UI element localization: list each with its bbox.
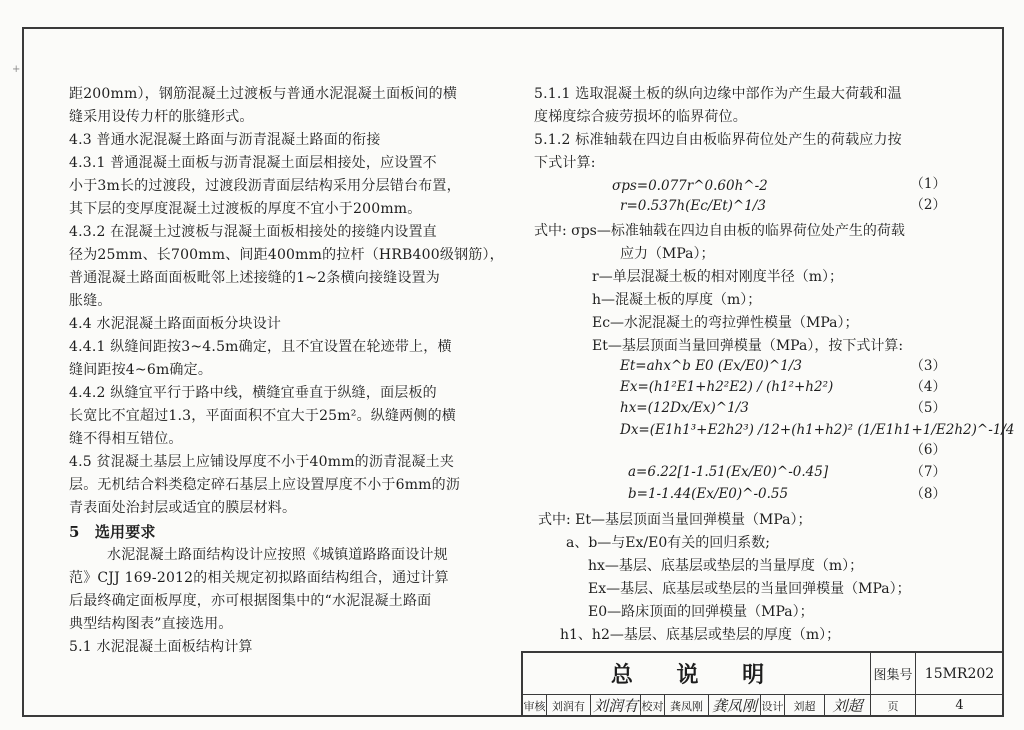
text-line: 长宽比不宜超过1.3，平面面积不宜大于25m²。纵缝两侧的横 xyxy=(69,408,456,424)
margin-mark: + xyxy=(12,64,21,75)
review-label: 审核 xyxy=(523,695,547,717)
section-heading: 5 选用要求 xyxy=(69,523,156,541)
atlas-label-cell: 图集号 xyxy=(871,653,916,695)
equation-number: （6） xyxy=(910,442,946,458)
equation-number: （5） xyxy=(910,400,946,416)
equation-number: （8） xyxy=(910,486,946,502)
text-line: 缝不得相互错位。 xyxy=(69,431,183,447)
equation-number: （7） xyxy=(910,464,946,480)
text-line: 4.4.2 纵缝宜平行于路中线，横缝宜垂直于纵缝，面层板的 xyxy=(69,385,437,401)
text-line: 青表面处治封层或适宜的膜层材料。 xyxy=(69,500,297,516)
title-block xyxy=(521,651,1004,717)
equation-number: （3） xyxy=(910,358,946,374)
definition-line: Et—基层顶面当量回弹模量（MPa），按下式计算: xyxy=(592,338,904,354)
definition-line: h—混凝土板的厚度（m）； xyxy=(592,292,762,308)
equation-1: σps=0.077r^0.60h^-2 xyxy=(612,178,768,194)
text-line: 典型结构图表”直接选用。 xyxy=(69,616,233,632)
definition-line: hx—基层、底基层或垫层的当量厚度（m）； xyxy=(588,558,864,574)
definition-line: a、b—与Ex/E0有关的回归系数; xyxy=(566,535,770,551)
drawing-title: 总 说 明 xyxy=(610,663,783,688)
definition-line: Ex—基层、底基层或垫层的当量回弹模量（MPa）； xyxy=(588,581,911,597)
title-cell xyxy=(523,653,871,695)
definition-line: 式中: Et—基层顶面当量回弹模量（MPa）； xyxy=(538,512,812,528)
text-line: 缝采用设传力杆的胀缝形式。 xyxy=(69,109,254,125)
reviewer-name: 刘润有 xyxy=(547,695,591,717)
equation-2: r=0.537h(Ec/Et)^1/3 xyxy=(620,198,766,214)
text-line: 层。无机结合料类稳定碎石基层上应设置厚度不小于6mm的沥 xyxy=(69,477,461,493)
page-number: 4 xyxy=(916,695,1004,717)
text-line: 范》CJJ 169-2012的相关规定初拟路面结构组合，通过计算 xyxy=(69,570,449,586)
definition-line: r—单层混凝土板的相对刚度半径（m）； xyxy=(592,269,843,285)
reviewer-signature: 刘润有 xyxy=(591,695,641,717)
text-line: 4.3.1 普通混凝土面板与沥青混凝土面层相接处，应设置不 xyxy=(69,155,437,171)
definition-line: 式中: σps—标准轴载在四边自由板的临界荷位处产生的荷载 xyxy=(534,223,905,239)
equation-number: （2） xyxy=(910,197,946,213)
design-label: 设计 xyxy=(761,695,785,717)
text-line: 下式计算: xyxy=(534,155,596,171)
text-line: 5.1.2 标准轴载在四边自由板临界荷位处产生的荷载应力按 xyxy=(534,132,902,148)
text-line: 水泥混凝土路面结构设计应按照《城镇道路路面设计规 xyxy=(107,547,448,563)
equation-8: b=1-1.44(Ex/E0)^-0.55 xyxy=(628,486,789,502)
definition-line: 应力（MPa）； xyxy=(620,246,715,262)
designer-name: 刘超 xyxy=(785,695,825,717)
text-line: 后最终确定面板厚度，亦可根据图集中的“水泥混凝土路面 xyxy=(69,593,432,609)
equation-number: （1） xyxy=(910,176,946,192)
text-line: 普通混凝土路面面板毗邻上述接缝的1~2条横向接缝设置为 xyxy=(69,270,440,286)
text-line: 5.1.1 选取混凝土板的纵向边缘中部作为产生最大荷载和温 xyxy=(534,86,902,102)
equation-3: Et=ahx^b E0 (Ex/E0)^1/3 xyxy=(620,358,802,374)
page-label: 页 xyxy=(871,695,916,717)
equation-7: a=6.22[1-1.51(Ex/E0)^-0.45] xyxy=(628,464,829,480)
text-line: 4.3.2 在混凝土过渡板与混凝土面板相接处的接缝内设置直 xyxy=(69,224,437,240)
text-line: 小于3m长的过渡段，过渡段沥青面层结构采用分层错台布置， xyxy=(69,178,461,194)
atlas-number: 15MR202 xyxy=(916,653,1004,695)
section-heading: 4.3 普通水泥混凝土路面与沥青混凝土路面的衔接 xyxy=(69,132,381,148)
text-line: 其下层的变厚度混凝土过渡板的厚度不宜小于200mm。 xyxy=(69,201,422,217)
check-label: 校对 xyxy=(641,695,665,717)
text-line: 4.4.1 纵缝间距按3~4.5m确定，且不宜设置在轮迹带上，横 xyxy=(69,339,452,355)
text-line: 胀缝。 xyxy=(69,293,112,309)
equation-5: hx=(12Dx/Ex)^1/3 xyxy=(620,400,749,416)
checker-signature: 龚凤刚 xyxy=(709,695,761,717)
text-line: 距200mm），钢筋混凝土过渡板与普通水泥混凝土面板间的横 xyxy=(69,86,458,102)
definition-line: E0—路床顶面的回弹模量（MPa）； xyxy=(588,604,814,620)
checker-name: 龚凤刚 xyxy=(665,695,709,717)
text-line: 缝间距按4~6m确定。 xyxy=(69,362,213,378)
designer-signature: 刘超 xyxy=(825,695,871,717)
definition-line: h1、h2—基层、底基层或垫层的厚度（m）； xyxy=(560,627,841,643)
equation-6: Dx=(E1h1³+E2h2³) /12+(h1+h2)² (1/E1h1+1/E2h2)^-1/4 xyxy=(620,422,1015,438)
equation-4: Ex=(h1²E1+h2²E2) / (h1²+h2²) xyxy=(620,379,834,395)
section-heading: 4.4 水泥混凝土路面面板分块设计 xyxy=(69,316,282,332)
right-column xyxy=(534,84,1015,644)
section-heading: 5.1 水泥混凝土面板结构计算 xyxy=(69,639,253,655)
text-line: 度梯度综合疲劳损坏的临界荷位。 xyxy=(534,109,747,125)
text-line: 径为25mm、长700mm、间距400mm的拉杆（HRB400级钢筋）， xyxy=(69,247,504,263)
text-line: 4.5 贫混凝土基层上应铺设厚度不小于40mm的沥青混凝土夹 xyxy=(69,454,455,470)
equation-number: （4） xyxy=(910,379,946,395)
definition-line: Ec—水泥混凝土的弯拉弹性模量（MPa）； xyxy=(592,315,859,331)
